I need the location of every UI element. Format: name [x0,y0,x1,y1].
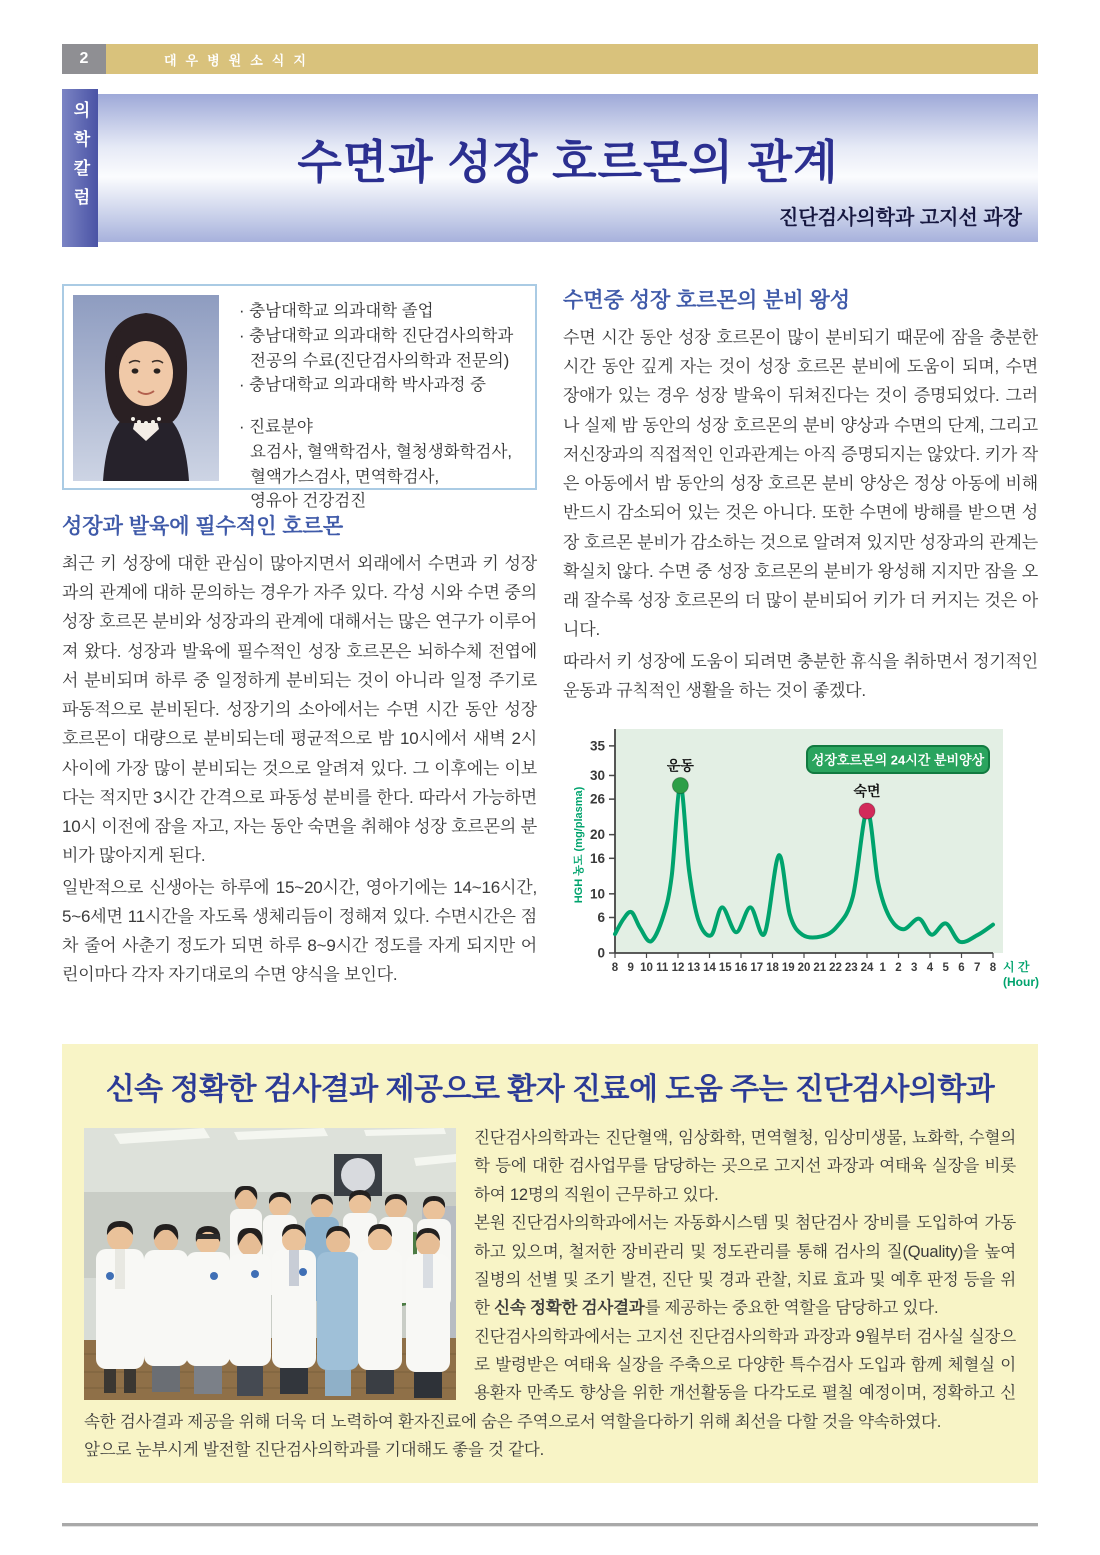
article-banner [62,94,1038,242]
page-number: 2 [62,44,106,74]
newsletter-title: 대우병원소식지 [106,44,1038,74]
svg-text:35: 35 [589,738,605,754]
svg-text:2: 2 [895,962,902,975]
growth-hormone-chart [569,721,1039,1018]
svg-text:1: 1 [879,962,886,975]
credential-line: 혈액가스검사, 면역학검사, [250,467,440,486]
credential-line: · 충남대학교 의과대학 졸업 [239,302,434,320]
svg-text:5: 5 [942,962,949,975]
svg-text:9: 9 [627,962,634,975]
right-column [563,284,1038,1018]
svg-text:6: 6 [958,962,965,975]
article-title: 수면과 성장 호르몬의 관계 [297,136,839,188]
svg-text:운동: 운동 [666,757,694,774]
svg-text:10: 10 [640,962,653,975]
section-heading-sleep: 수면중 성장 호르몬의 분비 왕성 [563,289,851,312]
growth-hormone-chart-svg [569,721,1039,1013]
svg-text:10: 10 [589,886,605,902]
credential-line: 전공의 수료(진단검사의학과 전문의) [250,351,510,370]
svg-text:13: 13 [687,962,701,975]
svg-text:16: 16 [734,962,748,975]
department-feature-section [62,1044,1038,1483]
feature-paragraph: 앞으로 눈부시게 발전할 진단검사의학과를 기대해도 좋을 것 같다. [84,1441,545,1460]
article-author: 진단검사의학과 고지선 과장 [779,207,1022,229]
page-header [62,44,1038,74]
feature-text: 본원 진단검사의학과에서는 자동화시스템 및 첨단검사 장비를 도입하여 가동하고 있으며, 철저한 장비관리 및 정도관리를 통해 검사의 질(Quality)을 높여 질병의 선별 및 조기 발견, 진단 및 경과 관찰, 치료 효과 및 예후 판정 등을 위한 [474,1214,1016,1318]
feature-text: 를 제공하는 중요한 역할을 담당하고 있다. [644,1299,939,1318]
department-group-photo [84,1128,456,1400]
svg-text:7: 7 [974,962,981,975]
article-columns [62,284,1038,1018]
doctor-credentials [239,295,514,511]
credential-spacer [239,398,513,415]
svg-text:숙면: 숙면 [853,783,881,800]
svg-text:8: 8 [611,962,619,975]
svg-text:18: 18 [766,962,779,975]
svg-text:21: 21 [813,962,827,975]
feature-paragraph: 진단검사의학과에서는 고지선 진단검사의학과 과장과 9월부터 검사실 실장으로 발령받은 여태육 실장을 주축으로 다양한 특수검사 도입과 함께 체혈실 이용환자 만족도 향상을 위한 개선활동을 다각도로 펼칠 예정이며, 정확하고 신속한 검사결과 제공을 위해 더욱 더 노력하여 환자진료에 숨은 주역으로서 역할을다하기 위해 최선을 다할 것을 약속하였다. [84,1327,1016,1431]
svg-text:HGH 농도 (mg/plasma): HGH 농도 (mg/plasma) [573,786,585,904]
svg-text:0: 0 [597,945,605,961]
left-column [62,284,537,1018]
credential-line: 요검사, 혈액학검사, 혈청생화학검사, [250,442,513,461]
svg-text:23: 23 [844,962,858,975]
paragraph: 따라서 키 성장에 도움이 되려면 충분한 휴식을 취하면서 정기적인 운동과 규칙적인 생활을 하는 것이 좋겠다. [563,651,1038,700]
svg-text:11: 11 [656,962,669,975]
credential-line: · 충남대학교 의과대학 박사과정 중 [239,376,486,395]
banner-gradient [98,94,1038,242]
credential-line: 영유아 건강검진 [250,492,367,511]
doctor-portrait-photo [73,295,219,481]
svg-text:19: 19 [781,962,795,975]
svg-text:14: 14 [703,962,716,975]
feature-paragraph: 진단검사의학과는 진단혈액, 임상화학, 면역혈청, 임상미생물, 뇨화학, 수혈의학 등에 대한 검사업무를 담당하는 곳으로 고지선 과장과 여태육 실장을 비롯하여 12명의 직원이 근무하고 있다. [474,1129,1016,1204]
svg-text:15: 15 [718,962,732,975]
svg-text:시 간: 시 간 [1003,960,1030,975]
svg-text:8: 8 [989,962,997,975]
svg-text:24: 24 [860,962,874,975]
column-label-tab: 의학칼럼 [62,89,98,247]
feature-title: 신속 정확한 검사결과 제공으로 환자 진료에 도움 주는 진단검사의학과 [105,1073,995,1107]
paragraph: 최근 키 성장에 대한 관심이 많아지면서 외래에서 수면과 키 성장과의 관계에 대하 문의하는 경우가 자주 있다. 각성 시와 수면 중의 성장 호르몬 분비와 성장과의 관계에 대해서는 많은 연구가 이루어져 왔다. 성장과 발육에 필수적인 성장 호르몬은 뇌하수체 전엽에서 분비되며 하루 중 일정하게 분비되는 것이 아니라 일정 주기로 파동적으로 분비된다. 성장기의 소아에서는 수면 시간 동안 성장 호르몬이 대량으로 분비되는데 평균적으로 밤 10시에서 새벽 2시 사이에 가장 많이 분비되는 것으로 알려져 있다. 그 이후에는 이보다는 적지만 3시간 간격으로 파동성 분비를 한다. 따라서 가능하면 10시 이전에 잠을 자고, 자는 동안 숙면을 취해야 성장 호르몬의 분비가 많아지게 된다. [62,554,537,866]
svg-text:(Hour): (Hour) [1003,975,1039,990]
credential-line: · 충남대학교 의과대학 진단검사의학과 [239,326,514,345]
footer-divider [62,1523,1038,1527]
svg-text:30: 30 [589,768,605,784]
doctor-profile-box [62,284,537,511]
svg-text:26: 26 [589,791,605,807]
svg-text:6: 6 [597,910,605,926]
svg-text:성장호르몬의 24시간 분비양상: 성장호르몬의 24시간 분비양상 [811,752,985,768]
feature-text-bold: 신속 정확한 검사결과 [494,1299,645,1318]
svg-text:3: 3 [911,962,918,975]
paragraph: 수면 시간 동안 성장 호르몬이 많이 분비되기 때문에 잠을 충분한 시간 동안 깊게 자는 것이 성장 호르몬 분비에 도움이 되며, 수면 장애가 있는 경우 성장 발육이 뒤쳐진다는 것이 증명되었다. 그러나 실제 밤 동안의 성장 호르몬의 분비 양상과 수면의 단계, 그리고 저신장과의 직접적인 인과관계는 아직 증명되지는 않았다. 키가 작은 아동에서 밤 동안의 성장 호르몬 분비 양상은 정상 아동에 비해 반드시 감소되어 있는 것은 아니다. 또한 수면에 방해를 받으면 성장 호르몬 분비가 감소하는 것으로 알려져 있지만 성장과의 관계는 확실치 않다. 수면 중 성장 호르몬의 분비가 왕성해 지지만 잠을 오래 잘수록 성장 호르몬의 더 많이 분비되어 키가 더 커지는 것은 아니다. [563,328,1038,640]
svg-text:20: 20 [589,827,605,843]
credential-line: · 진료분야 [239,418,313,436]
svg-text:12: 12 [671,962,685,975]
svg-text:16: 16 [589,850,605,866]
svg-text:17: 17 [750,962,764,975]
section-heading-growth: 성장과 발육에 필수적인 호르몬 [62,515,344,538]
svg-text:20: 20 [797,962,811,975]
svg-text:4: 4 [926,962,934,975]
svg-text:22: 22 [829,962,842,975]
paragraph: 일반적으로 신생아는 하루에 15~20시간, 영아기에는 14~16시간, 5~6세면 11시간을 자도록 생체리듬이 정해져 있다. 수면시간은 점차 줄어 사춘기 정도가 되면 하루 8~9시간 정도를 자게 되지만 어린이마다 각자 자기대로의 수면 양식을 보인다. [62,877,537,985]
